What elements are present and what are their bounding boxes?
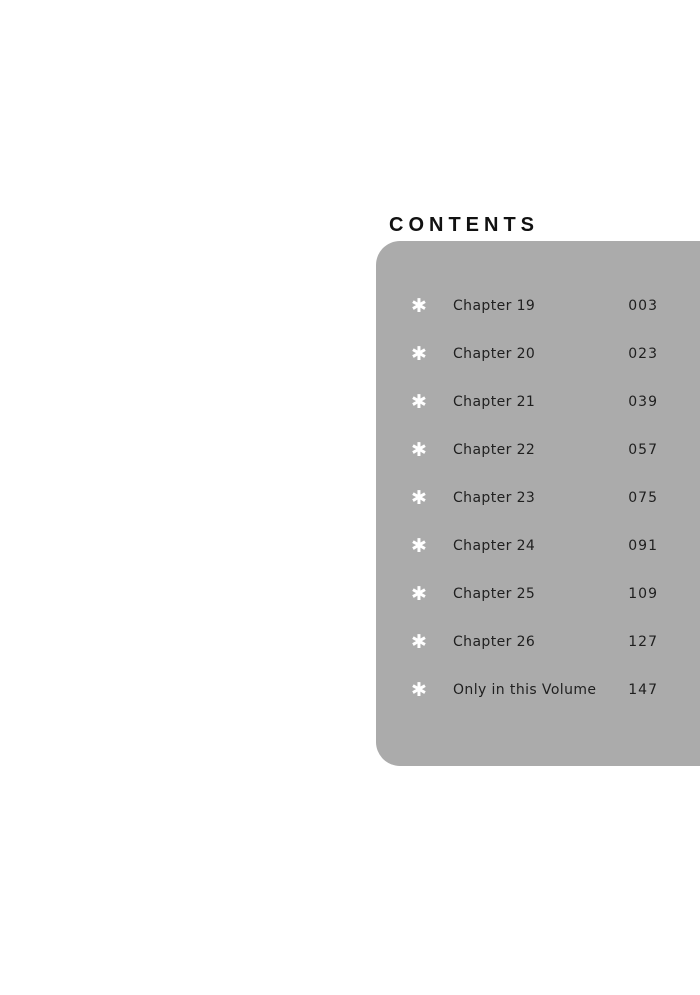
toc-row — [376, 522, 700, 570]
page-number: 023 — [628, 346, 658, 362]
asterisk-icon: ✱ — [411, 630, 427, 653]
asterisk-icon: ✱ — [411, 390, 427, 413]
page-number: 075 — [628, 490, 658, 506]
page-number: 003 — [628, 298, 658, 314]
page-number: 127 — [628, 634, 658, 650]
toc-row — [376, 570, 700, 618]
toc-row — [376, 666, 700, 714]
page-number: 091 — [628, 538, 658, 554]
page-number: 147 — [628, 682, 658, 698]
page-title: CONTENTS — [389, 214, 539, 236]
toc-row — [376, 426, 700, 474]
chapter-label: Chapter 23 — [453, 490, 536, 506]
toc-row — [376, 618, 700, 666]
toc-row — [376, 378, 700, 426]
chapter-label: Chapter 21 — [453, 394, 536, 410]
page-number: 039 — [628, 394, 658, 410]
asterisk-icon: ✱ — [411, 438, 427, 461]
chapter-label: Chapter 19 — [453, 298, 536, 314]
asterisk-icon: ✱ — [411, 678, 427, 701]
asterisk-icon: ✱ — [411, 342, 427, 365]
toc-row — [376, 282, 700, 330]
chapter-label: Chapter 22 — [453, 442, 536, 458]
asterisk-icon: ✱ — [411, 294, 427, 317]
page-number: 109 — [628, 586, 658, 602]
asterisk-icon: ✱ — [411, 582, 427, 605]
page-number: 057 — [628, 442, 658, 458]
toc-row — [376, 330, 700, 378]
toc-row — [376, 474, 700, 522]
chapter-label: Chapter 26 — [453, 634, 536, 650]
chapter-label: Chapter 24 — [453, 538, 536, 554]
chapter-label: Chapter 25 — [453, 586, 536, 602]
asterisk-icon: ✱ — [411, 486, 427, 509]
chapter-label: Only in this Volume — [453, 682, 597, 698]
asterisk-icon: ✱ — [411, 534, 427, 557]
toc-list — [376, 282, 700, 714]
contents-panel — [376, 241, 700, 766]
chapter-label: Chapter 20 — [453, 346, 536, 362]
